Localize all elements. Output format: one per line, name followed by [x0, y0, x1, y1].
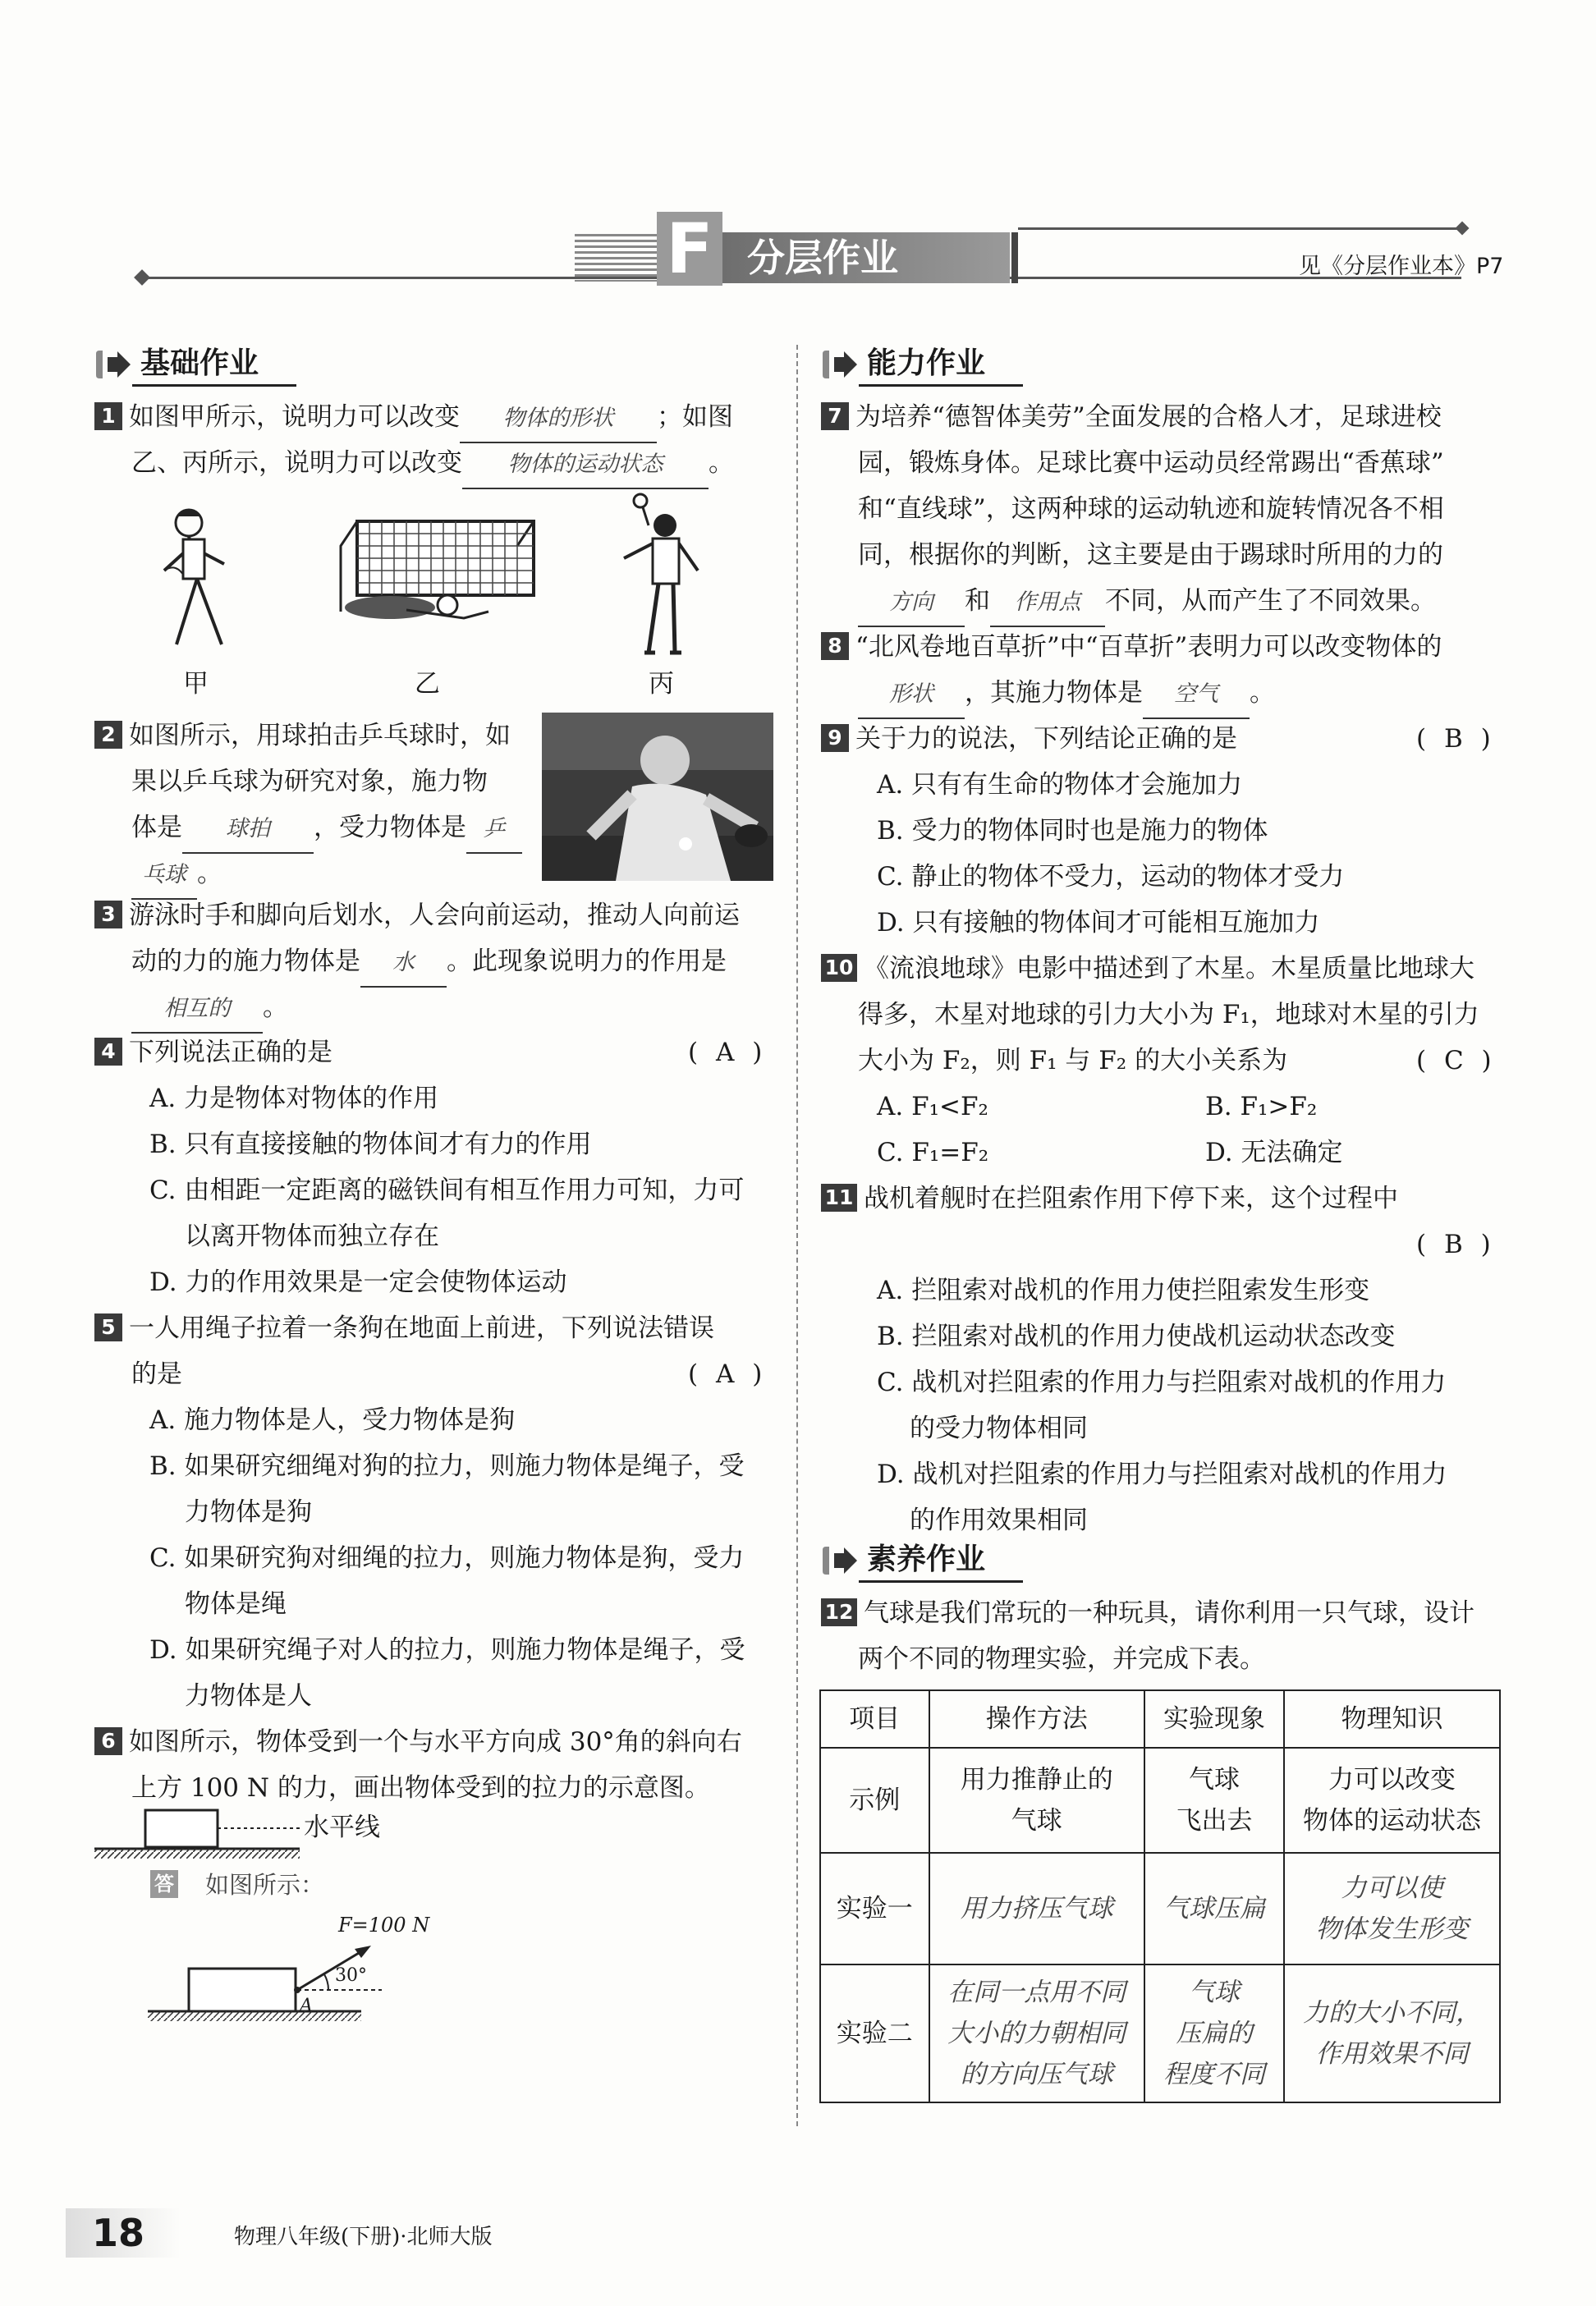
question-6-line-1: 6 如图所示，物体受到一个与水平方向成 30°角的斜向右 [94, 1719, 742, 1765]
question-1-line-1: 1 如图甲所示，说明力可以改变 物体的形状 ；如图 [94, 394, 733, 443]
question-number: 8 [821, 632, 849, 660]
figure-label-bing: 丙 [649, 669, 674, 699]
answer-blank: 相互的 [131, 986, 263, 1034]
option: C. 静止的物体不受力，运动的物体才受力 [877, 862, 1345, 892]
section-title: 能力作业 [867, 346, 986, 380]
table-header-row [820, 1690, 1500, 1748]
question-number: 7 [821, 402, 849, 430]
question-7-line-4: 同，根据你的判断，这主要是由于踢球时所用的力的 [858, 540, 1443, 570]
answer-blank: 物体的运动状态 [462, 442, 709, 489]
figure-block-horizontal [94, 1806, 308, 1864]
column-divider [796, 345, 798, 2126]
question-4-stem: 4 下列说法正确的是 [94, 1029, 332, 1075]
question-2-line-3: 体是 球拍 ，受力物体是 乒 [131, 805, 522, 854]
banner-end-bar [1011, 232, 1018, 283]
label-horizontal-line: 水平线 [304, 1813, 380, 1842]
arrow-icon [821, 349, 859, 380]
question-5-line-2: 的是 [131, 1359, 182, 1389]
table-row [820, 1748, 1500, 1853]
arrow-icon [94, 349, 132, 380]
answer-blank: 乒 [466, 806, 522, 854]
figure-badminton [616, 493, 706, 661]
header-stripes [575, 234, 657, 282]
footer-book-title: 物理八年级(下册)·北师大版 [234, 2225, 493, 2249]
table-cell-answer: 力的大小不同， 作用效果不同 [1284, 1964, 1500, 2102]
table-cell: 用力推静止的 气球 [929, 1748, 1145, 1853]
option-continued: 的受力物体相同 [910, 1414, 1088, 1443]
table-header: 项目 [820, 1690, 929, 1748]
answer-blank: 作用点 [990, 580, 1105, 627]
option: C. 如果研究狗对细绳的拉力，则施力物体是狗，受力 [149, 1543, 745, 1573]
table-row [820, 1853, 1500, 1964]
option: A. 施力物体是人，受力物体是狗 [149, 1405, 516, 1435]
section-ability [821, 341, 1034, 387]
question-8-line-1: 8 “北风卷地百草折”中“百草折”表明力可以改变物体的 [821, 624, 1442, 670]
table-cell: 气球 飞出去 [1144, 1748, 1284, 1853]
option: D. 如果研究绳子对人的拉力，则施力物体是绳子，受 [149, 1635, 745, 1665]
question-2-line-4: 乓球 。 [131, 850, 222, 900]
option: A. 力是物体对物体的作用 [149, 1084, 439, 1113]
header-rule-top [1018, 227, 1461, 230]
figure-label-jia: 甲 [183, 669, 209, 699]
table-cell-answer: 在同一点用不同 大小的力朝相同 的方向压气球 [929, 1964, 1145, 2102]
table-cell-answer: 气球 压扁的 程度不同 [1144, 1964, 1284, 2102]
option: B. 只有直接接触的物体间才有力的作用 [149, 1130, 592, 1159]
question-2-line-1: 2 如图所示，用球拍击乒乓球时，如 [94, 713, 511, 759]
table-cell-answer: 用力挤压气球 [929, 1853, 1145, 1964]
question-10-line-3: 大小为 F₂，则 F₁ 与 F₂ 的大小关系为 [858, 1046, 1288, 1075]
option: C. 战机对拦阻索的作用力与拦阻索对战机的作用力 [877, 1368, 1447, 1397]
question-10-answer: ( C ) [1416, 1046, 1497, 1075]
table-cell-answer: 气球压扁 [1144, 1853, 1284, 1964]
question-3-line-2: 动的力的施力物体是 水 。此现象说明力的作用是 [131, 938, 727, 988]
table-header: 实验现象 [1144, 1690, 1284, 1748]
option: D. 只有接触的物体间才可能相互施加力 [877, 908, 1320, 938]
table-header: 物理知识 [1284, 1690, 1500, 1748]
option: C. 由相距一定距离的磁铁间有相互作用力可知，力可 [149, 1176, 745, 1205]
experiment-table [819, 1689, 1501, 2103]
answer-blank: 水 [360, 940, 447, 988]
question-number: 6 [94, 1727, 122, 1755]
question-number: 3 [94, 901, 122, 928]
option-continued: 力物体是狗 [185, 1497, 312, 1527]
table-cell: 力可以改变 物体的运动状态 [1284, 1748, 1500, 1853]
question-number: 5 [94, 1313, 122, 1341]
question-8-line-2: 形状 ，其施力物体是 空气 。 [858, 670, 1275, 719]
question-9-answer: ( B ) [1416, 724, 1496, 754]
option: A. 只有有生命的物体才会施加力 [877, 770, 1243, 800]
question-4-answer: ( A ) [688, 1038, 768, 1067]
question-12-line-1: 12 气球是我们常玩的一种玩具，请你利用一只气球，设计 [821, 1590, 1474, 1636]
question-number: 2 [94, 721, 122, 749]
answer-blank: 形状 [858, 672, 965, 719]
option: B. F₁>F₂ [1205, 1092, 1318, 1121]
question-11-answer: ( B ) [1416, 1230, 1496, 1259]
header-rule-dot-left [134, 269, 150, 286]
table-row [820, 1964, 1500, 2102]
question-10-line-2: 得多，木星对地球的引力大小为 F₁，地球对木星的引力 [858, 1000, 1479, 1029]
question-7-line-1: 7 为培养“德智体美劳”全面发展的合格人才，足球进校 [821, 394, 1442, 440]
question-10-line-1: 10 《流浪地球》电影中描述到了木星。木星质量比地球大 [821, 946, 1474, 992]
question-number: 12 [821, 1598, 857, 1626]
question-number: 4 [94, 1038, 122, 1066]
question-2-line-2: 果以乒乓球为研究对象，施力物 [131, 767, 488, 796]
angle-label: 30° [335, 1965, 367, 1986]
banner-title: 分层作业 [722, 232, 1010, 283]
option: C. F₁=F₂ [877, 1138, 989, 1167]
question-5-answer: ( A ) [688, 1359, 768, 1389]
table-cell-answer: 力可以使 物体发生形变 [1284, 1853, 1500, 1964]
option: B. 如果研究细绳对狗的拉力，则施力物体是绳子，受 [149, 1451, 745, 1481]
question-number: 1 [94, 402, 122, 430]
section-literacy [821, 1537, 1034, 1583]
table-cell: 实验二 [820, 1964, 929, 2102]
figure-stretch-spring [152, 505, 242, 653]
header-rule-dot-right [1456, 222, 1470, 236]
answer-tag-icon: 答 [150, 1870, 178, 1898]
point-label: A [300, 1996, 313, 2016]
answer-blank: 空气 [1143, 672, 1250, 719]
answer-blank: 物体的形状 [460, 396, 657, 443]
question-7-line-2: 园，锻炼身体。足球比赛中运动员经常踢出“香蕉球” [858, 448, 1444, 478]
question-number: 9 [821, 724, 849, 752]
answer-text: 如图所示： [205, 1871, 325, 1899]
photo-table-tennis-player [542, 713, 773, 881]
option-continued: 以离开物体而独立存在 [185, 1222, 439, 1251]
option: B. 拦阻索对战机的作用力使战机运动状态改变 [877, 1322, 1396, 1351]
option: B. 受力的物体同时也是施力的物体 [877, 816, 1268, 846]
option-continued: 力物体是人 [185, 1681, 312, 1711]
answer-blank: 乓球 [131, 852, 197, 900]
option: D. 战机对拦阻索的作用力与拦阻索对战机的作用力 [877, 1460, 1447, 1489]
section-title: 基础作业 [140, 346, 259, 380]
question-3-line-1: 3 游泳时手和脚向后划水，人会向前运动，推动人向前运 [94, 892, 740, 938]
answer-blank: 球拍 [182, 806, 314, 854]
option: D. 无法确定 [1205, 1138, 1343, 1167]
question-number: 11 [821, 1184, 857, 1212]
section-title: 素养作业 [867, 1543, 986, 1576]
question-5-line-1: 5 一人用绳子拉着一条狗在地面上前进，下列说法错误 [94, 1305, 714, 1351]
question-12-line-2: 两个不同的物理实验，并完成下表。 [858, 1644, 1265, 1674]
question-6-line-2: 上方 100 N 的力，画出物体受到的拉力的示意图。 [131, 1773, 710, 1803]
table-cell: 示例 [820, 1748, 929, 1853]
question-number: 10 [821, 954, 857, 982]
figure-label-yi: 乙 [415, 669, 440, 699]
option: A. 拦阻索对战机的作用力使拦阻索发生形变 [877, 1276, 1370, 1305]
answer-blank: 方向 [858, 580, 965, 627]
option-continued: 的作用效果相同 [910, 1506, 1088, 1535]
question-7-line-5: 方向 和 作用点 不同，从而产生了不同效果。 [858, 578, 1436, 627]
question-7-line-3: 和“直线球”，这两种球的运动轨迹和旋转情况各不相 [858, 494, 1444, 524]
question-3-line-3: 相互的 。 [131, 984, 288, 1034]
banner-letter-block: F [657, 212, 722, 286]
section-basic [94, 341, 300, 387]
header-reference: 见《分层作业本》P7 [1299, 254, 1504, 279]
option: A. F₁<F₂ [877, 1092, 988, 1121]
question-1-line-2: 乙、丙所示，说明力可以改变 物体的运动状态 。 [131, 440, 734, 489]
option-continued: 物体是绳 [185, 1589, 287, 1619]
table-cell: 实验一 [820, 1853, 929, 1964]
question-11-stem: 11 战机着舰时在拦阻索作用下停下来，这个过程中 [821, 1176, 1398, 1222]
question-9-stem: 9 关于力的说法，下列结论正确的是 [821, 716, 1237, 762]
option: D. 力的作用效果是一定会使物体运动 [149, 1268, 567, 1297]
arrow-icon [821, 1545, 859, 1576]
table-header: 操作方法 [929, 1690, 1145, 1748]
figure-soccer-goal [324, 513, 538, 636]
page-number: 18 [92, 2211, 145, 2255]
force-label: F=100 N [338, 1914, 430, 1937]
